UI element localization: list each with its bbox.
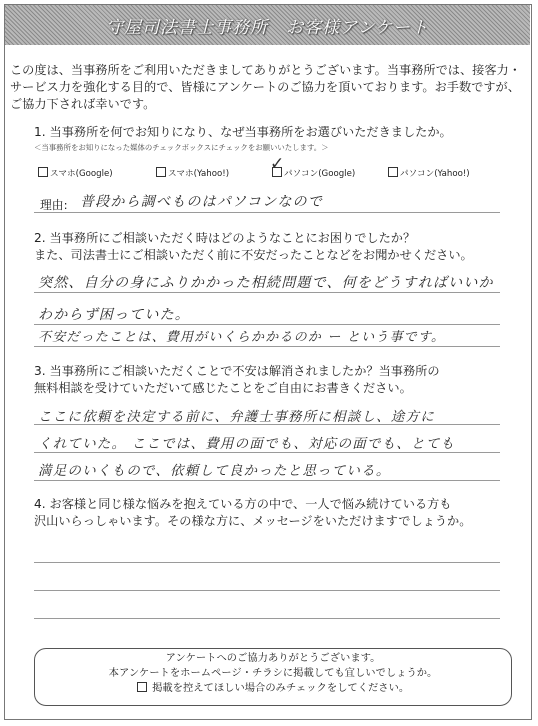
option-label: スマホ(Google) (50, 169, 113, 179)
answer-line (34, 618, 500, 619)
reason-label: 理由: (40, 198, 68, 212)
option-pc-yahoo[interactable] (388, 167, 470, 179)
option-label: パソコン(Yahoo!) (400, 169, 470, 179)
q2-answer-line-2: わからず困っていた。 (38, 307, 190, 323)
answer-line (34, 292, 500, 293)
answer-line (34, 424, 500, 425)
intro-paragraph: この度は、当事務所をご利用いただきましてありがとうございます。当事務所では、接客力・サービス力を強化する目的で、皆様にアンケートのご協力を頂いております。お手数ですが、ご協力下されば幸いです。 (10, 63, 521, 111)
q2-answer-line-1: 突然、自分の身にふりかかった相続問題で、何をどうすればいいか (38, 275, 494, 291)
answer-line (34, 452, 500, 453)
footer-question: 本アンケートをホームページ・チラシに掲載しても宜しいでしょうか。 (108, 667, 438, 679)
answer-line (34, 480, 500, 481)
answer-line (34, 346, 500, 347)
media-options (38, 154, 518, 181)
consent-checkbox[interactable] (137, 682, 147, 692)
option-smartphone-yahoo[interactable] (156, 167, 229, 179)
banner-title: 守屋司法書士事務所 お客様アンケート (106, 17, 429, 38)
question-2: 2. 当事務所にご相談いただく時はどのようなことにお困りでしたか？ また、司法書士にご相談いただく前に不安だったことなどをお聞かせください。 (34, 231, 473, 262)
reason-answer: 普段から調べものはパソコンなので (80, 194, 323, 210)
question-4: 4. お客様と同じ様な悩みを抱えている方の中で、一人で悩み続けている方も 沢山いらっしゃいます。その様な方に、メッセージをいただけますでしょうか。 (34, 497, 472, 528)
q2-answer-line-3: 不安だったことは、費用がいくらかかるのか ー という事です。 (38, 330, 446, 345)
footer-consent[interactable] (35, 681, 511, 696)
answer-line (34, 324, 500, 325)
question-1-note: ＜当事務所をお知りになった媒体のチェックボックスにチェックをお願いいたします。＞ (34, 143, 329, 152)
q3-answer-line-1: ここに依頼を決定する前に、弁護士事務所に相談し、途方に (38, 409, 435, 425)
checkbox[interactable] (38, 167, 48, 177)
question-1: 1. 当事務所を何でお知りになり、なぜ当事務所をお選びいただきましたか。 (34, 125, 452, 139)
q3-answer-line-3: 満足のいくもので、依頼して良かったと思っている。 (38, 463, 391, 479)
consent-label: 掲載を控えてほしい場合のみチェックをしてください。 (152, 682, 410, 694)
option-pc-google[interactable] (270, 154, 356, 179)
option-label: パソコン(Google) (284, 169, 356, 179)
option-label: スマホ(Yahoo!) (168, 169, 230, 179)
header-banner (5, 5, 530, 45)
checkbox[interactable] (156, 167, 166, 177)
checkbox[interactable] (388, 167, 398, 177)
option-smartphone-google[interactable] (38, 167, 113, 179)
q3-answer-line-2: くれていた。 ここでは、費用の面でも、対応の面でも、とても (38, 436, 456, 452)
answer-line (34, 562, 500, 563)
checkbox-checked[interactable] (270, 154, 285, 177)
answer-line (34, 212, 500, 213)
footer-box (34, 648, 512, 706)
check-mark-icon: ✓ (270, 154, 285, 174)
footer-thanks: アンケートへのご協力ありがとうございます。 (165, 652, 381, 664)
answer-line (34, 590, 500, 591)
question-3: 3. 当事務所にご相談いただくことで不安は解消されましたか？当事務所の 無料相談を受けていただいて感じたことをご自由にお書きください。 (34, 364, 440, 395)
